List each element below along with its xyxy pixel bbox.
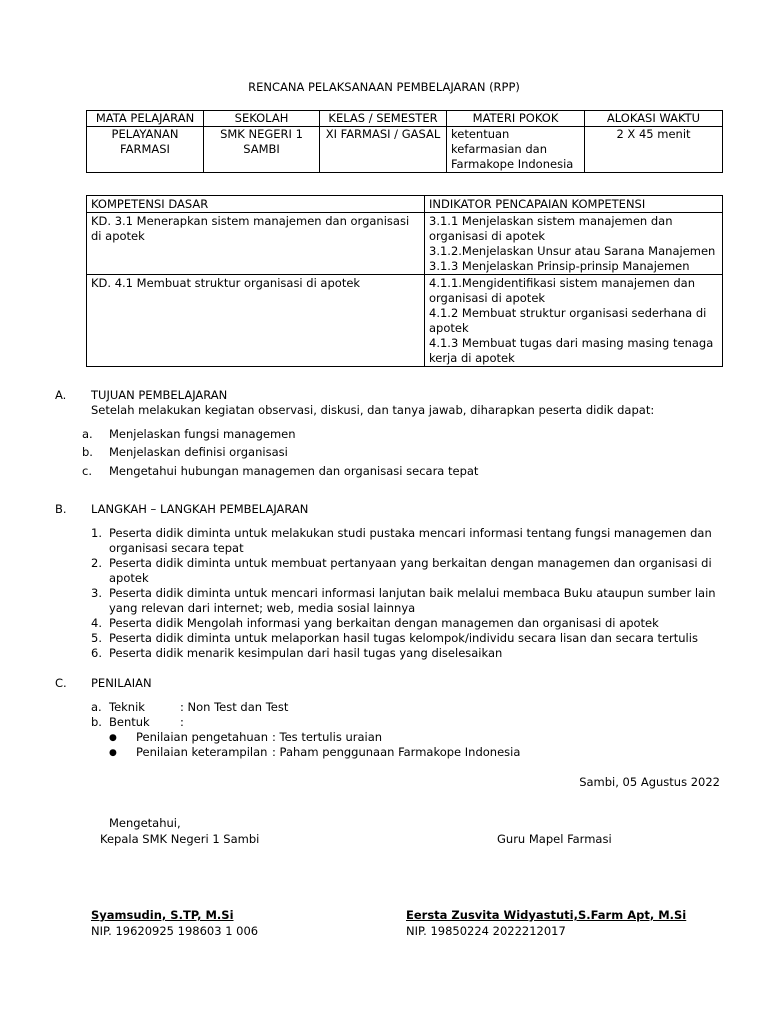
list-item: Menjelaskan definisi organisasi: [109, 445, 288, 459]
cell-kelas-semester: XI FARMASI / GASAL: [320, 127, 447, 173]
bullet-icon: ●: [109, 748, 117, 758]
list-marker: b.: [82, 445, 93, 459]
info-table: [86, 110, 723, 173]
teknik-value: : Non Test dan Test: [180, 700, 289, 714]
cell-text: Farmakope Indonesia: [451, 157, 574, 171]
indikator-text: 4.1.2 Membuat struktur organisasi sederhana di: [429, 306, 707, 320]
step-text: Peserta didik diminta untuk membuat pertanyaan yang berkaitan dengan managemen dan organisasi di: [109, 556, 712, 570]
indikator-text: 3.1.1 Menjelaskan sistem manajemen dan: [429, 214, 673, 228]
step-number: 1.: [91, 526, 102, 540]
document-title: RENCANA PELAKSANAAN PEMBELAJARAN (RPP): [248, 80, 520, 94]
kompetensi-header-row: [87, 196, 723, 213]
info-table-header-row: [87, 111, 723, 127]
indikator-text: 3.1.3 Menjelaskan Prinsip-prinsip Manajemen: [429, 259, 690, 273]
step-number: 2.: [91, 556, 102, 570]
indikator-text: kerja di apotek: [429, 351, 515, 365]
header-kelas-semester: KELAS / SEMESTER: [320, 111, 447, 127]
step-text: Peserta didik diminta untuk melakukan studi pustaka mencari informasi tentang fungsi managemen dan: [109, 526, 712, 540]
kd-text: KD. 4.1 Membuat struktur organisasi di apotek: [91, 276, 361, 290]
section-heading: LANGKAH – LANGKAH PEMBELAJARAN: [91, 502, 309, 516]
cell-text: kefarmasian dan: [451, 142, 548, 156]
bullet-icon: ●: [109, 733, 117, 743]
cell-text: FARMASI: [120, 142, 170, 156]
header-indikator: INDIKATOR PENCAPAIAN KOMPETENSI: [425, 196, 723, 213]
step-text: Peserta didik Mengolah informasi yang berkaitan dengan managemen dan organisasi di apotek: [109, 616, 659, 630]
bentuk-label: Bentuk: [109, 715, 150, 729]
cell-mata-pelajaran: [87, 127, 204, 173]
kd-cell: [87, 275, 425, 367]
penilaian-label: Penilaian keterampilan: [136, 745, 268, 759]
section-heading: PENILAIAN: [91, 676, 152, 690]
header-mata-pelajaran: MATA PELAJARAN: [87, 111, 204, 127]
list-marker: a.: [91, 700, 102, 714]
step-number: 5.: [91, 631, 102, 645]
list-item: Mengetahui hubungan managemen dan organisasi secara tepat: [109, 464, 479, 478]
right-signer-nip: NIP. 19850224 2022212017: [406, 924, 566, 938]
step-text: Peserta didik menarik kesimpulan dari hasil tugas yang diselesaikan: [109, 646, 503, 660]
cell-text: SAMBI: [243, 142, 280, 156]
kd-text: di apotek: [91, 229, 145, 243]
penilaian-value: : Paham penggunaan Farmakope Indonesia: [272, 745, 521, 759]
info-table-data-row: [87, 127, 723, 173]
indikator-cell: [425, 275, 723, 367]
bentuk-value: :: [180, 715, 184, 729]
kompetensi-row: [87, 213, 723, 275]
header-alokasi-waktu: ALOKASI WAKTU: [585, 111, 723, 127]
list-marker: c.: [82, 464, 92, 478]
list-item: Menjelaskan fungsi managemen: [109, 427, 296, 441]
kompetensi-table: [86, 195, 723, 367]
kd-cell: [87, 213, 425, 275]
penilaian-label: Penilaian pengetahuan: [136, 730, 269, 744]
step-text: organisasi secara tepat: [109, 541, 244, 555]
indikator-text: organisasi di apotek: [429, 291, 546, 305]
cell-sekolah: [204, 127, 320, 173]
indikator-text: 3.1.2.Menjelaskan Unsur atau Sarana Manajemen: [429, 244, 716, 258]
step-text: Peserta didik diminta untuk mencari informasi lanjutan baik melalui membaca Buku ataupun sumber lain: [109, 586, 716, 600]
cell-text: PELAYANAN: [111, 127, 179, 141]
section-intro: Setelah melakukan kegiatan observasi, diskusi, dan tanya jawab, diharapkan peserta didik dapat:: [91, 403, 655, 417]
step-text: Peserta didik diminta untuk melaporkan hasil tugas kelompok/individu secara lisan dan secara tertulis: [109, 631, 698, 645]
header-materi-pokok: MATERI POKOK: [447, 111, 585, 127]
cell-alokasi-waktu: 2 X 45 menit: [585, 127, 723, 173]
header-sekolah: SEKOLAH: [204, 111, 320, 127]
section-letter: B.: [55, 502, 67, 516]
indikator-cell: [425, 213, 723, 275]
teknik-label: Teknik: [109, 700, 145, 714]
right-role: Guru Mapel Farmasi: [497, 832, 612, 846]
indikator-text: organisasi di apotek: [429, 229, 546, 243]
right-signer-name: Eersta Zusvita Widyastuti,S.Farm Apt, M.Si: [406, 908, 687, 922]
list-marker: a.: [82, 427, 93, 441]
step-number: 3.: [91, 586, 102, 600]
indikator-text: apotek: [429, 321, 469, 335]
section-letter: C.: [55, 676, 67, 690]
step-number: 4.: [91, 616, 102, 630]
mengetahui-text: Mengetahui,: [109, 816, 181, 830]
cell-text: ketentuan: [451, 127, 510, 141]
place-date: Sambi, 05 Agustus 2022: [579, 775, 720, 789]
section-heading: TUJUAN PEMBELAJARAN: [91, 388, 228, 402]
kompetensi-row: [87, 275, 723, 367]
step-text: yang relevan dari internet; web, media sosial lainnya: [109, 601, 416, 615]
left-role: Kepala SMK Negeri 1 Sambi: [100, 832, 260, 846]
list-marker: b.: [91, 715, 102, 729]
left-signer-name: Syamsudin, S.TP, M.Si: [91, 908, 234, 922]
header-kompetensi-dasar: KOMPETENSI DASAR: [87, 196, 425, 213]
indikator-text: 4.1.1.Mengidentifikasi sistem manajemen dan: [429, 276, 695, 290]
penilaian-value: : Tes tertulis uraian: [272, 730, 383, 744]
section-letter: A.: [55, 388, 67, 402]
step-number: 6.: [91, 646, 102, 660]
step-text: apotek: [109, 571, 149, 585]
cell-text: SMK NEGERI 1: [220, 127, 303, 141]
indikator-text: 4.1.3 Membuat tugas dari masing masing tenaga: [429, 336, 714, 350]
cell-materi-pokok: [447, 127, 585, 173]
kd-text: KD. 3.1 Menerapkan sistem manajemen dan organisasi: [91, 214, 410, 228]
left-signer-nip: NIP. 19620925 198603 1 006: [91, 924, 259, 938]
